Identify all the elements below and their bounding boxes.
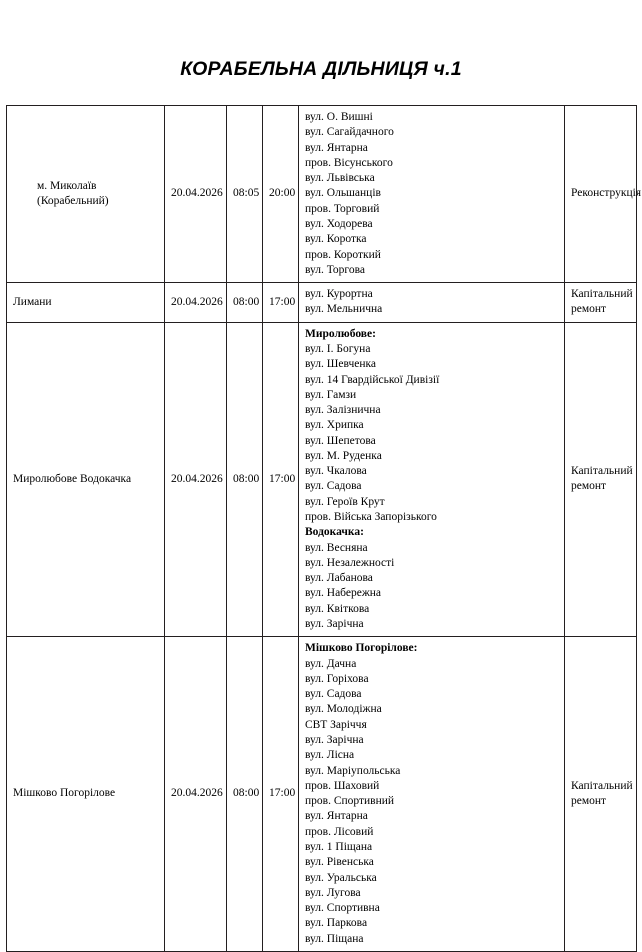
cell-time-to: 17:00: [263, 637, 299, 952]
street-line: вул. Хрипка: [305, 419, 364, 432]
page-title: КОРАБЕЛЬНА ДІЛЬНИЦЯ ч.1: [180, 58, 462, 80]
cell-work-type: Капітальний ремонт: [565, 283, 637, 323]
street-line: вул. Залізнична: [305, 404, 381, 417]
street-line: пров. Вісунського: [305, 156, 393, 169]
cell-date: 20.04.2026: [165, 322, 227, 637]
street-line: вул. Шепетова: [305, 434, 376, 447]
cell-time-from: 08:00: [227, 283, 263, 323]
street-line: пров. Короткий: [305, 248, 381, 261]
cell-date: 20.04.2026: [165, 283, 227, 323]
street-line: вул. Янтарна: [305, 141, 368, 154]
street-line: вул. Курортна: [305, 288, 373, 301]
street-line: вул. Ольшанців: [305, 187, 381, 200]
cell-streets: [299, 106, 565, 283]
street-line: вул. Ходорева: [305, 217, 373, 230]
cell-streets: [299, 322, 565, 637]
street-line: вул. Лісна: [305, 749, 355, 762]
table-row: [7, 283, 637, 323]
street-line: СВТ Заріччя: [305, 718, 367, 731]
street-line: вул. Зарічна: [305, 733, 364, 746]
street-line: вул. Горіхова: [305, 672, 369, 685]
street-line: вул. Маріупольська: [305, 764, 401, 777]
street-line: вул. Спортивна: [305, 902, 380, 915]
table-row: [7, 322, 637, 637]
street-line: вул. Торгова: [305, 263, 365, 276]
cell-work-type: Реконструкція: [565, 106, 637, 283]
street-line: вул. Янтарна: [305, 810, 368, 823]
cell-location: Миролюбове Водокачка: [7, 322, 165, 637]
street-line: вул. Уральська: [305, 871, 377, 884]
street-line: вул. Лабанова: [305, 572, 373, 585]
cell-work-type: Капітальний ремонт: [565, 322, 637, 637]
street-line: вул. Дачна: [305, 657, 357, 670]
street-line: вул. Паркова: [305, 917, 368, 930]
street-line: вул. Зарічна: [305, 618, 364, 630]
street-line: вул. Незалежності: [305, 556, 395, 569]
street-line: пров. Війська Запорізького: [305, 511, 437, 524]
table-row: [7, 106, 637, 283]
street-line: вул. Гамзи: [305, 388, 357, 401]
street-line: вул. Квіткова: [305, 602, 370, 615]
schedule-table-body: [7, 106, 642, 952]
street-line: пров. Спортивний: [305, 795, 395, 808]
street-line: вул. Садова: [305, 480, 362, 493]
cell-date: 20.04.2026: [165, 106, 227, 283]
street-line: вул. Садова: [305, 688, 362, 701]
street-line: вул. Лугова: [305, 886, 361, 899]
street-line: вул. 1 Піщана: [305, 840, 373, 853]
street-line: вул. М. Руденка: [305, 449, 382, 462]
cell-location: Мішково Погорілове: [7, 637, 165, 952]
street-line: пров. Торговий: [305, 202, 380, 215]
street-line: вул. Чкалова: [305, 465, 367, 478]
street-group-heading: Водокачка:: [305, 526, 364, 539]
cell-work-type: Капітальний ремонт: [565, 637, 637, 952]
schedule-table-wrapper: [6, 105, 642, 952]
street-line: вул. І. Богуна: [305, 342, 371, 355]
street-line: вул. Рівенська: [305, 856, 374, 869]
outage-schedule-table: [6, 105, 642, 952]
street-line: вул. Молодіжна: [305, 703, 382, 716]
street-group-heading: Мішково Погорілове:: [305, 642, 418, 655]
street-line: вул. Піщана: [305, 932, 364, 945]
cell-time-to: 17:00: [263, 283, 299, 323]
table-row: [7, 637, 637, 952]
street-line: вул. Героїв Крут: [305, 495, 385, 508]
street-line: вул. Весняна: [305, 541, 368, 554]
street-line: пров. Лісовий: [305, 825, 374, 838]
street-line: вул. Шевченка: [305, 358, 377, 371]
street-group-heading: Миролюбове:: [305, 327, 376, 340]
cell-location: Лимани: [7, 283, 165, 323]
cell-streets: [299, 283, 565, 323]
cell-time-to: 20:00: [263, 106, 299, 283]
street-line: вул. О. Вишні: [305, 111, 373, 123]
cell-time-to: 17:00: [263, 322, 299, 637]
street-line: пров. Шаховий: [305, 779, 380, 792]
street-line: вул. Сагайдачного: [305, 126, 394, 139]
street-line: вул. Львівська: [305, 172, 375, 185]
street-line: вул. Набережна: [305, 587, 382, 600]
street-line: вул. Коротка: [305, 233, 367, 246]
cell-time-from: 08:05: [227, 106, 263, 283]
cell-location: м. Миколаїв (Корабельний): [7, 106, 165, 283]
cell-date: 20.04.2026: [165, 637, 227, 952]
cell-time-from: 08:00: [227, 322, 263, 637]
cell-time-from: 08:00: [227, 637, 263, 952]
street-line: вул. 14 Гвардійської Дивізії: [305, 373, 440, 386]
cell-streets: [299, 637, 565, 952]
street-line: вул. Мельнична: [305, 303, 383, 316]
